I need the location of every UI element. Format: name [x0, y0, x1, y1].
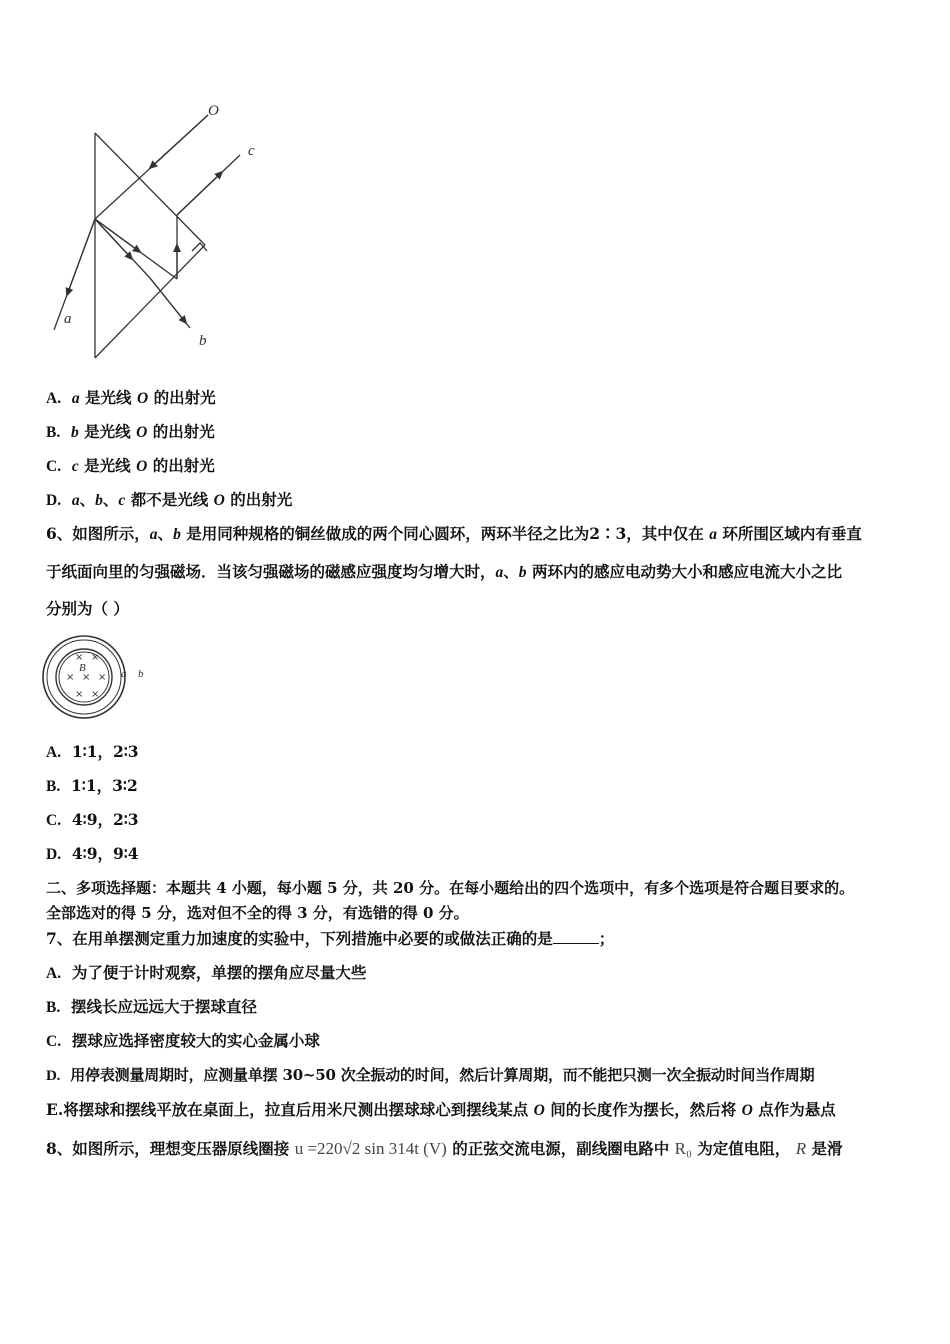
ray-a-arrow [67, 219, 95, 295]
ray-o-arrow [150, 115, 208, 168]
q6-option-b: B. 1∶1，3∶2 [46, 776, 138, 795]
label-b: b [199, 333, 207, 349]
q8-stem: 8、如图所示，理想变压器原线圈接 u =220√2 sin 314t (V) 的正弦交流电源，副线圈电路中 R₀ 为定值电阻， R 是滑 [46, 1139, 843, 1158]
label-a: a [64, 311, 72, 327]
prism-edge [95, 245, 205, 358]
q5-option-b: B. b 是光线 O 的出射光 [46, 422, 215, 441]
q7-stem: 7、在用单摆测定重力加速度的实验中，下列措施中必要的或做法正确的是 ； [46, 929, 615, 948]
section2-heading-line2: 全部选对的得 5 分，选对但不全的得 3 分，有选错的得 0 分。 [46, 904, 469, 922]
voltage-formula: u =220√2 sin 314t (V) [294, 1139, 447, 1158]
label-field-b: B [79, 662, 86, 674]
q5-option-d: D. a、b、c 都不是光线 O 的出射光 [46, 490, 293, 509]
field-cross-mark: × [82, 672, 91, 683]
field-cross-mark: × [98, 672, 107, 683]
q6-stem-line3: 分别为（ ） [46, 599, 129, 618]
prism-ray-diagram [40, 95, 270, 365]
label-ring-a: a [121, 668, 127, 680]
resistor-r-symbol: R [795, 1139, 807, 1158]
q7-option-e: E.将摆球和摆线平放在桌面上，拉直后用米尺测出摆球球心到摆线某点 O 间的长度作为摆长，然后将 O 点作为悬点 [46, 1100, 836, 1119]
concentric-rings-diagram [40, 632, 160, 727]
ray-c-arrow [177, 172, 222, 215]
q6-stem-line1: 6、如图所示，a、b 是用同种规格的铜丝做成的两个同心圆环，两环半径之比为2∶3，其中仅在 a 环所围区域内有垂直 [46, 524, 862, 543]
q6-option-c: C. 4∶9，2∶3 [46, 810, 139, 829]
ray-internal-2-arrow [95, 219, 132, 259]
field-cross-mark: × [75, 652, 84, 663]
field-cross-mark: × [91, 689, 100, 700]
q7-option-d: D. 用停表测量周期时，应测量单摆 30~50 次全振动的时间，然后计算周期，而不能把只测一次全振动时间当作周期 [46, 1066, 815, 1084]
field-cross-mark: × [75, 689, 84, 700]
q7-option-a: A. 为了便于计时观察，单摆的摆角应尽量大些 [46, 963, 367, 982]
prism-edge [95, 133, 205, 245]
q6-option-a: A. 1∶1，2∶3 [46, 742, 139, 761]
field-cross-mark: × [66, 672, 75, 683]
label-ring-b: b [138, 668, 144, 680]
q7-option-c: C. 摆球应选择密度较大的实心金属小球 [46, 1031, 320, 1050]
resistor-r0-symbol: R₀ [674, 1139, 692, 1158]
section2-heading-line1: 二、多项选择题：本题共 4 小题，每小题 5 分，共 20 分。在每小题给出的四个选项中，有多个选项是符合题目要求的。 [46, 879, 855, 897]
answer-blank [553, 929, 599, 944]
ray-internal-1-arrow [95, 219, 140, 252]
q6-stem-line2: 于纸面向里的匀强磁场．当该匀强磁场的磁感应强度均匀增大时，a、b 两环内的感应电动势大小和感应电流大小之比 [46, 562, 842, 581]
label-c: c [248, 143, 255, 159]
label-o: O [208, 103, 219, 119]
ray-b-arrow [150, 278, 186, 323]
q5-option-c: C. c 是光线 O 的出射光 [46, 456, 215, 475]
q5-option-a: A. a 是光线 O 的出射光 [46, 388, 216, 407]
field-cross-mark: × [91, 652, 100, 663]
q7-option-b: B. 摆线长应远远大于摆球直径 [46, 997, 258, 1016]
q6-option-d: D. 4∶9，9∶4 [46, 844, 139, 863]
